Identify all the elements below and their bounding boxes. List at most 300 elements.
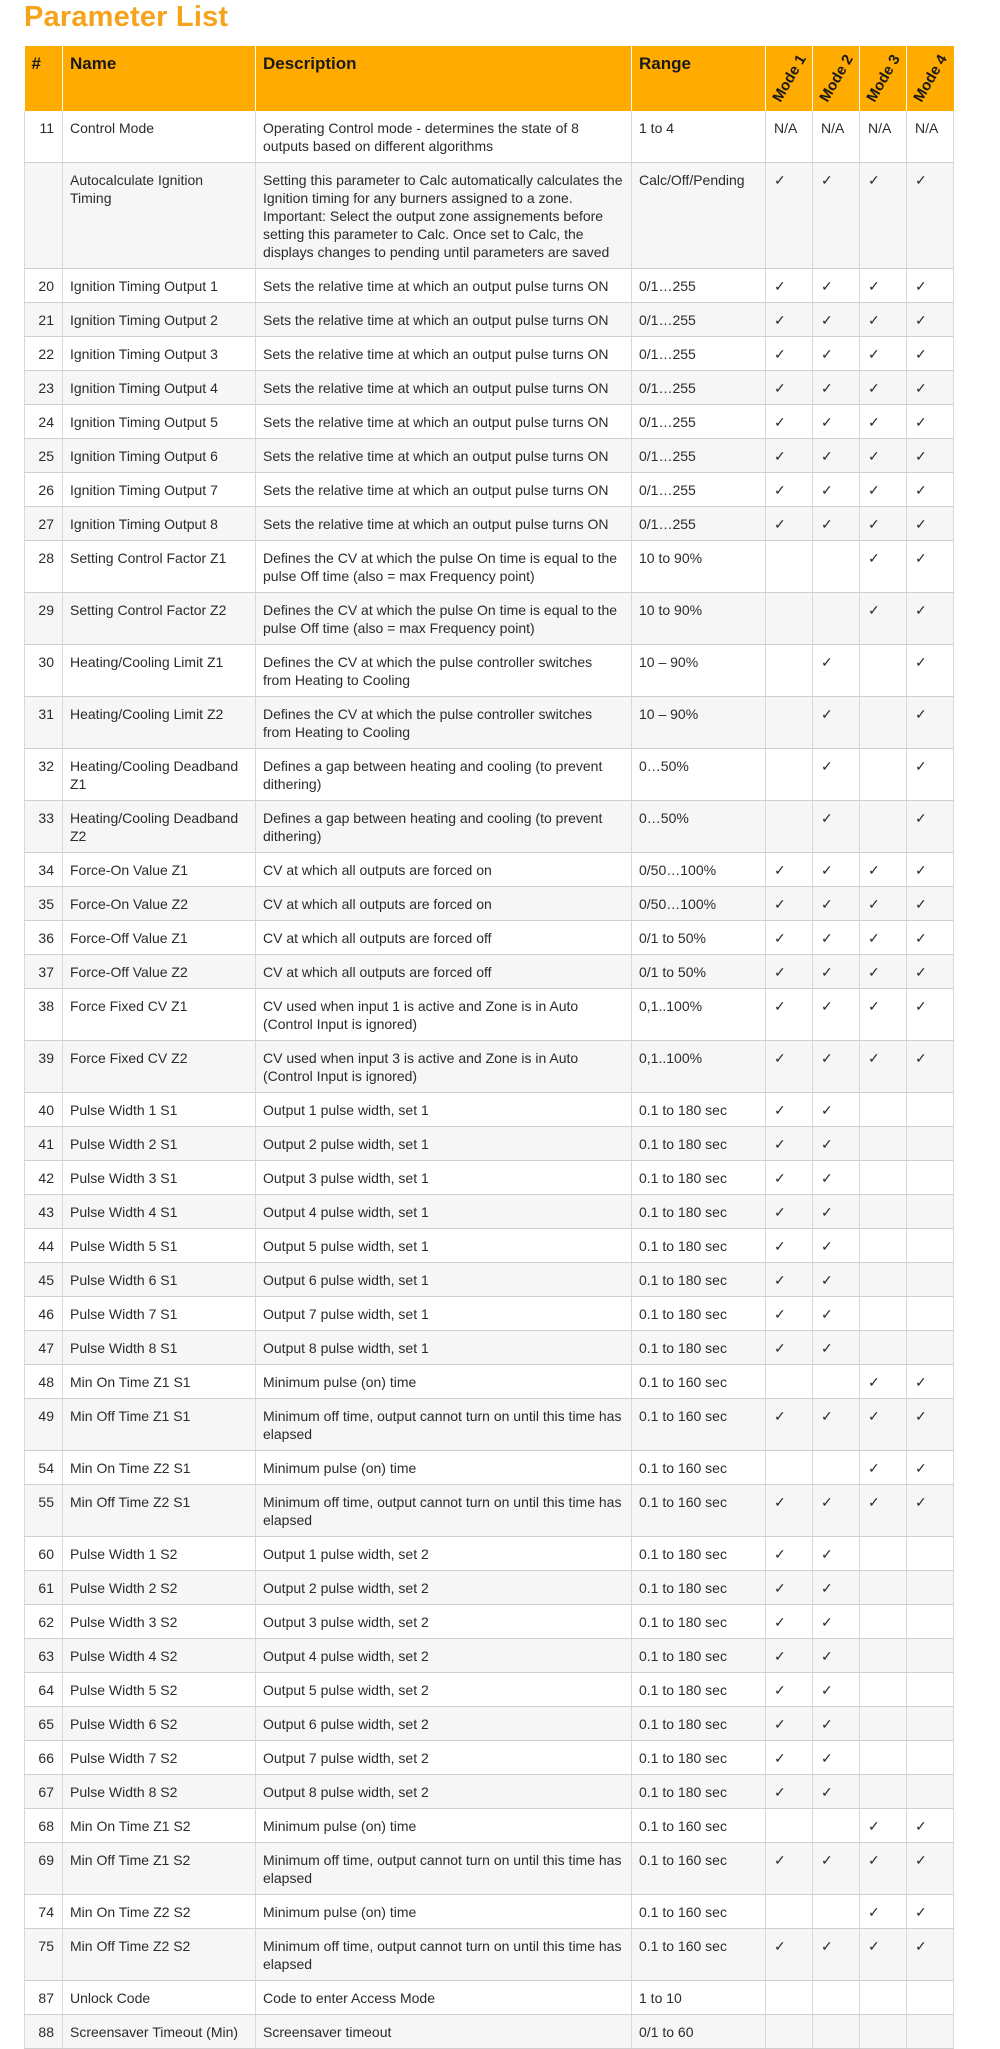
- table-row: [25, 887, 954, 921]
- cell-mode-4: [907, 1639, 954, 1673]
- cell-name: Pulse Width 5 S2: [63, 1673, 256, 1707]
- header-mode-3: [860, 46, 907, 111]
- cell-mode-4: [907, 1741, 954, 1775]
- cell-name: Pulse Width 4 S1: [63, 1195, 256, 1229]
- cell-mode-3: ✓: [860, 269, 907, 303]
- cell-name: Pulse Width 2 S1: [63, 1127, 256, 1161]
- cell-mode-2: [813, 1451, 860, 1485]
- cell-mode-4: ✓: [907, 1895, 954, 1929]
- cell-range: 0.1 to 180 sec: [632, 1161, 766, 1195]
- cell-mode-4: [907, 1229, 954, 1263]
- cell-mode-2: ✓: [813, 1195, 860, 1229]
- cell-mode-4: ✓: [907, 473, 954, 507]
- cell-mode-3: [860, 1571, 907, 1605]
- cell-mode-3: ✓: [860, 303, 907, 337]
- cell-mode-2: ✓: [813, 473, 860, 507]
- table-row: [25, 269, 954, 303]
- cell-mode-1: ✓: [766, 1229, 813, 1263]
- cell-mode-1: ✓: [766, 337, 813, 371]
- cell-range: 0,1..100%: [632, 1041, 766, 1093]
- cell-mode-2: ✓: [813, 1605, 860, 1639]
- cell-mode-4: ✓: [907, 989, 954, 1041]
- cell-mode-2: ✓: [813, 1843, 860, 1895]
- cell-range: 0,1..100%: [632, 989, 766, 1041]
- cell-range: 0/1…255: [632, 439, 766, 473]
- cell-num: 36: [25, 921, 63, 955]
- cell-mode-4: ✓: [907, 1365, 954, 1399]
- table-row: [25, 1929, 954, 1981]
- cell-num: 55: [25, 1485, 63, 1537]
- cell-description: Defines the CV at which the pulse On time is equal to the pulse Off time (also = max Frequency point): [256, 541, 632, 593]
- header-mode-1-label: Mode 1: [769, 51, 810, 105]
- cell-description: Operating Control mode - determines the state of 8 outputs based on different algorithms: [256, 111, 632, 163]
- cell-num: 61: [25, 1571, 63, 1605]
- cell-num: 25: [25, 439, 63, 473]
- cell-description: Defines a gap between heating and cooling (to prevent dithering): [256, 801, 632, 853]
- cell-description: CV at which all outputs are forced on: [256, 887, 632, 921]
- cell-mode-3: [860, 1775, 907, 1809]
- cell-mode-4: ✓: [907, 1809, 954, 1843]
- cell-mode-1: ✓: [766, 163, 813, 269]
- cell-mode-4: ✓: [907, 1929, 954, 1981]
- cell-range: 0.1 to 180 sec: [632, 1297, 766, 1331]
- cell-mode-3: ✓: [860, 541, 907, 593]
- cell-range: Calc/Off/Pending: [632, 163, 766, 269]
- cell-description: Minimum pulse (on) time: [256, 1809, 632, 1843]
- cell-mode-2: ✓: [813, 1297, 860, 1331]
- cell-num: 62: [25, 1605, 63, 1639]
- cell-description: Output 5 pulse width, set 1: [256, 1229, 632, 1263]
- cell-mode-4: [907, 1981, 954, 2015]
- cell-mode-2: ✓: [813, 1673, 860, 1707]
- cell-mode-3: [860, 1161, 907, 1195]
- header-mode-1: [766, 46, 813, 111]
- cell-description: Output 8 pulse width, set 1: [256, 1331, 632, 1365]
- cell-range: 0.1 to 180 sec: [632, 1639, 766, 1673]
- cell-num: 67: [25, 1775, 63, 1809]
- cell-name: Pulse Width 3 S1: [63, 1161, 256, 1195]
- cell-num: 63: [25, 1639, 63, 1673]
- cell-mode-1: ✓: [766, 955, 813, 989]
- cell-mode-2: [813, 1365, 860, 1399]
- cell-mode-3: [860, 1127, 907, 1161]
- cell-name: Ignition Timing Output 3: [63, 337, 256, 371]
- cell-mode-3: ✓: [860, 439, 907, 473]
- cell-range: 0/1…255: [632, 269, 766, 303]
- cell-mode-1: ✓: [766, 1127, 813, 1161]
- cell-range: 0/1…255: [632, 303, 766, 337]
- cell-mode-1: ✓: [766, 921, 813, 955]
- cell-mode-3: ✓: [860, 473, 907, 507]
- cell-mode-3: [860, 697, 907, 749]
- cell-mode-2: ✓: [813, 1041, 860, 1093]
- table-row: [25, 541, 954, 593]
- cell-range: 0.1 to 180 sec: [632, 1571, 766, 1605]
- cell-description: Output 6 pulse width, set 1: [256, 1263, 632, 1297]
- table-row: [25, 1093, 954, 1127]
- cell-name: Min Off Time Z1 S1: [63, 1399, 256, 1451]
- cell-mode-3: [860, 1981, 907, 2015]
- cell-num: 38: [25, 989, 63, 1041]
- cell-range: 0/1 to 50%: [632, 921, 766, 955]
- cell-range: 0/1…255: [632, 337, 766, 371]
- cell-num: 87: [25, 1981, 63, 2015]
- cell-mode-1: ✓: [766, 1537, 813, 1571]
- cell-mode-4: ✓: [907, 921, 954, 955]
- cell-range: 0/1…255: [632, 405, 766, 439]
- cell-name: Force-Off Value Z1: [63, 921, 256, 955]
- cell-mode-3: [860, 1537, 907, 1571]
- cell-range: 0.1 to 180 sec: [632, 1127, 766, 1161]
- cell-description: Defines the CV at which the pulse controller switches from Heating to Cooling: [256, 697, 632, 749]
- cell-range: 0.1 to 160 sec: [632, 1809, 766, 1843]
- cell-mode-4: ✓: [907, 801, 954, 853]
- cell-name: Pulse Width 7 S2: [63, 1741, 256, 1775]
- cell-description: Output 7 pulse width, set 2: [256, 1741, 632, 1775]
- cell-name: Min On Time Z2 S1: [63, 1451, 256, 1485]
- cell-mode-3: ✓: [860, 371, 907, 405]
- cell-description: Output 2 pulse width, set 2: [256, 1571, 632, 1605]
- cell-mode-4: ✓: [907, 337, 954, 371]
- cell-name: Heating/Cooling Deadband Z2: [63, 801, 256, 853]
- cell-name: Min Off Time Z2 S1: [63, 1485, 256, 1537]
- table-row: [25, 1451, 954, 1485]
- table-row: [25, 1229, 954, 1263]
- header-mode-3-label: Mode 3: [863, 51, 904, 105]
- cell-mode-2: ✓: [813, 1929, 860, 1981]
- cell-mode-1: ✓: [766, 439, 813, 473]
- cell-name: Unlock Code: [63, 1981, 256, 2015]
- table-row: [25, 1127, 954, 1161]
- cell-num: 35: [25, 887, 63, 921]
- cell-mode-4: ✓: [907, 697, 954, 749]
- cell-mode-3: ✓: [860, 405, 907, 439]
- cell-mode-1: ✓: [766, 1263, 813, 1297]
- cell-mode-3: ✓: [860, 1895, 907, 1929]
- cell-name: Pulse Width 1 S1: [63, 1093, 256, 1127]
- cell-description: Output 4 pulse width, set 2: [256, 1639, 632, 1673]
- cell-mode-3: ✓: [860, 507, 907, 541]
- cell-name: Force-Off Value Z2: [63, 955, 256, 989]
- cell-description: Minimum pulse (on) time: [256, 1365, 632, 1399]
- cell-mode-4: [907, 1605, 954, 1639]
- cell-range: 0.1 to 180 sec: [632, 1605, 766, 1639]
- cell-range: 10 to 90%: [632, 593, 766, 645]
- cell-mode-1: [766, 593, 813, 645]
- cell-num: 26: [25, 473, 63, 507]
- header-range: Range: [632, 46, 766, 111]
- cell-name: Heating/Cooling Limit Z2: [63, 697, 256, 749]
- cell-description: Output 3 pulse width, set 2: [256, 1605, 632, 1639]
- cell-mode-1: ✓: [766, 1093, 813, 1127]
- cell-mode-4: ✓: [907, 1843, 954, 1895]
- cell-name: Ignition Timing Output 4: [63, 371, 256, 405]
- table-row: [25, 111, 954, 163]
- cell-range: 0/50…100%: [632, 853, 766, 887]
- cell-mode-3: [860, 1741, 907, 1775]
- cell-mode-1: [766, 1451, 813, 1485]
- cell-range: 0/1…255: [632, 507, 766, 541]
- cell-mode-3: ✓: [860, 163, 907, 269]
- cell-num: 40: [25, 1093, 63, 1127]
- cell-mode-1: ✓: [766, 1843, 813, 1895]
- cell-mode-4: ✓: [907, 541, 954, 593]
- cell-name: Screensaver Timeout (Min): [63, 2015, 256, 2049]
- cell-mode-4: [907, 1161, 954, 1195]
- cell-mode-3: ✓: [860, 989, 907, 1041]
- cell-description: Defines a gap between heating and cooling (to prevent dithering): [256, 749, 632, 801]
- cell-mode-1: ✓: [766, 507, 813, 541]
- cell-mode-4: [907, 2015, 954, 2049]
- cell-mode-4: [907, 1673, 954, 1707]
- cell-name: Ignition Timing Output 1: [63, 269, 256, 303]
- header-mode-2-label: Mode 2: [816, 51, 857, 105]
- cell-range: 0.1 to 160 sec: [632, 1929, 766, 1981]
- cell-mode-4: [907, 1297, 954, 1331]
- cell-description: Minimum pulse (on) time: [256, 1451, 632, 1485]
- cell-num: 32: [25, 749, 63, 801]
- cell-mode-2: ✓: [813, 801, 860, 853]
- cell-name: Control Mode: [63, 111, 256, 163]
- cell-num: 22: [25, 337, 63, 371]
- cell-mode-2: ✓: [813, 371, 860, 405]
- table-row: [25, 853, 954, 887]
- table-row: [25, 1399, 954, 1451]
- cell-num: 46: [25, 1297, 63, 1331]
- cell-mode-1: ✓: [766, 853, 813, 887]
- cell-description: Output 6 pulse width, set 2: [256, 1707, 632, 1741]
- cell-name: Force-On Value Z1: [63, 853, 256, 887]
- cell-name: Ignition Timing Output 7: [63, 473, 256, 507]
- cell-name: Heating/Cooling Deadband Z1: [63, 749, 256, 801]
- cell-mode-3: ✓: [860, 1929, 907, 1981]
- cell-mode-2: ✓: [813, 1093, 860, 1127]
- cell-num: 66: [25, 1741, 63, 1775]
- cell-mode-1: [766, 1895, 813, 1929]
- cell-range: 0…50%: [632, 801, 766, 853]
- cell-description: Minimum off time, output cannot turn on until this time has elapsed: [256, 1929, 632, 1981]
- cell-mode-2: ✓: [813, 1707, 860, 1741]
- cell-mode-1: [766, 645, 813, 697]
- cell-mode-1: ✓: [766, 1707, 813, 1741]
- cell-mode-4: ✓: [907, 955, 954, 989]
- cell-range: 0.1 to 160 sec: [632, 1399, 766, 1451]
- table-row: [25, 507, 954, 541]
- table-row: [25, 1707, 954, 1741]
- cell-mode-4: ✓: [907, 439, 954, 473]
- cell-num: 54: [25, 1451, 63, 1485]
- cell-range: 0.1 to 180 sec: [632, 1673, 766, 1707]
- cell-mode-1: ✓: [766, 1195, 813, 1229]
- cell-range: 0.1 to 160 sec: [632, 1895, 766, 1929]
- cell-description: Output 7 pulse width, set 1: [256, 1297, 632, 1331]
- cell-num: 37: [25, 955, 63, 989]
- cell-range: 0.1 to 160 sec: [632, 1485, 766, 1537]
- table-row: [25, 1981, 954, 2015]
- cell-num: 48: [25, 1365, 63, 1399]
- cell-description: Output 5 pulse width, set 2: [256, 1673, 632, 1707]
- cell-name: Setting Control Factor Z1: [63, 541, 256, 593]
- cell-num: [25, 163, 63, 269]
- table-row: [25, 955, 954, 989]
- cell-mode-4: [907, 1127, 954, 1161]
- cell-mode-3: ✓: [860, 1809, 907, 1843]
- cell-mode-3: N/A: [860, 111, 907, 163]
- cell-mode-3: [860, 1331, 907, 1365]
- cell-mode-3: [860, 1229, 907, 1263]
- cell-description: Minimum pulse (on) time: [256, 1895, 632, 1929]
- cell-mode-1: ✓: [766, 1673, 813, 1707]
- cell-mode-2: ✓: [813, 337, 860, 371]
- cell-mode-1: [766, 1981, 813, 2015]
- cell-range: 10 – 90%: [632, 645, 766, 697]
- cell-mode-1: ✓: [766, 1399, 813, 1451]
- cell-range: 0.1 to 180 sec: [632, 1537, 766, 1571]
- cell-range: 0.1 to 180 sec: [632, 1741, 766, 1775]
- cell-num: 75: [25, 1929, 63, 1981]
- cell-mode-2: ✓: [813, 989, 860, 1041]
- cell-description: CV at which all outputs are forced on: [256, 853, 632, 887]
- cell-mode-2: ✓: [813, 1571, 860, 1605]
- cell-name: Min On Time Z1 S2: [63, 1809, 256, 1843]
- cell-mode-4: ✓: [907, 269, 954, 303]
- table-row: [25, 405, 954, 439]
- cell-name: Min On Time Z1 S1: [63, 1365, 256, 1399]
- header-mode-4: [907, 46, 954, 111]
- cell-mode-2: N/A: [813, 111, 860, 163]
- cell-num: 23: [25, 371, 63, 405]
- cell-description: Minimum off time, output cannot turn on until this time has elapsed: [256, 1485, 632, 1537]
- cell-num: 30: [25, 645, 63, 697]
- table-row: [25, 1809, 954, 1843]
- cell-range: 0.1 to 180 sec: [632, 1331, 766, 1365]
- cell-mode-1: ✓: [766, 303, 813, 337]
- cell-mode-3: ✓: [860, 1365, 907, 1399]
- cell-mode-3: ✓: [860, 1485, 907, 1537]
- cell-num: 44: [25, 1229, 63, 1263]
- cell-mode-1: ✓: [766, 989, 813, 1041]
- cell-mode-2: ✓: [813, 921, 860, 955]
- cell-range: 0.1 to 180 sec: [632, 1093, 766, 1127]
- cell-description: Sets the relative time at which an output pulse turns ON: [256, 371, 632, 405]
- cell-range: 0.1 to 180 sec: [632, 1707, 766, 1741]
- cell-mode-2: ✓: [813, 955, 860, 989]
- cell-mode-2: [813, 1895, 860, 1929]
- table-row: [25, 749, 954, 801]
- cell-description: Output 1 pulse width, set 2: [256, 1537, 632, 1571]
- table-row: [25, 1263, 954, 1297]
- header-description: Description: [256, 46, 632, 111]
- cell-mode-1: ✓: [766, 371, 813, 405]
- cell-mode-3: [860, 1673, 907, 1707]
- cell-description: Output 2 pulse width, set 1: [256, 1127, 632, 1161]
- cell-mode-4: ✓: [907, 645, 954, 697]
- table-body: [25, 111, 954, 2049]
- cell-mode-1: ✓: [766, 1741, 813, 1775]
- cell-mode-2: ✓: [813, 749, 860, 801]
- header-mode-4-label: Mode 4: [910, 51, 951, 105]
- cell-range: 0/1…255: [632, 473, 766, 507]
- cell-range: 0/1 to 60: [632, 2015, 766, 2049]
- cell-mode-1: ✓: [766, 1161, 813, 1195]
- cell-name: Min Off Time Z2 S2: [63, 1929, 256, 1981]
- cell-num: 39: [25, 1041, 63, 1093]
- cell-mode-1: N/A: [766, 111, 813, 163]
- cell-range: 0.1 to 180 sec: [632, 1229, 766, 1263]
- cell-mode-4: ✓: [907, 749, 954, 801]
- cell-mode-1: ✓: [766, 1929, 813, 1981]
- cell-mode-1: ✓: [766, 1331, 813, 1365]
- cell-name: Ignition Timing Output 2: [63, 303, 256, 337]
- table-row: [25, 163, 954, 269]
- cell-mode-4: [907, 1195, 954, 1229]
- cell-description: Output 4 pulse width, set 1: [256, 1195, 632, 1229]
- cell-mode-3: [860, 1297, 907, 1331]
- cell-range: 0.1 to 160 sec: [632, 1451, 766, 1485]
- cell-num: 45: [25, 1263, 63, 1297]
- cell-mode-2: ✓: [813, 405, 860, 439]
- cell-name: Force Fixed CV Z1: [63, 989, 256, 1041]
- table-row: [25, 1741, 954, 1775]
- cell-mode-4: [907, 1707, 954, 1741]
- cell-mode-2: ✓: [813, 853, 860, 887]
- table-row: [25, 593, 954, 645]
- cell-mode-4: [907, 1775, 954, 1809]
- cell-range: 1 to 4: [632, 111, 766, 163]
- cell-mode-2: ✓: [813, 269, 860, 303]
- cell-mode-1: ✓: [766, 1041, 813, 1093]
- table-row: [25, 1365, 954, 1399]
- cell-mode-1: [766, 1365, 813, 1399]
- cell-mode-2: ✓: [813, 1741, 860, 1775]
- cell-mode-4: [907, 1537, 954, 1571]
- cell-num: 34: [25, 853, 63, 887]
- cell-mode-2: ✓: [813, 1639, 860, 1673]
- cell-num: 88: [25, 2015, 63, 2049]
- cell-num: 47: [25, 1331, 63, 1365]
- cell-name: Heating/Cooling Limit Z1: [63, 645, 256, 697]
- cell-name: Pulse Width 6 S2: [63, 1707, 256, 1741]
- cell-name: Pulse Width 8 S1: [63, 1331, 256, 1365]
- table-row: [25, 801, 954, 853]
- cell-mode-1: ✓: [766, 1639, 813, 1673]
- page-title: Parameter List: [24, 1, 229, 33]
- cell-description: Screensaver timeout: [256, 2015, 632, 2049]
- table-row: [25, 1041, 954, 1093]
- cell-num: 11: [25, 111, 63, 163]
- cell-description: Code to enter Access Mode: [256, 1981, 632, 2015]
- cell-range: 0.1 to 180 sec: [632, 1195, 766, 1229]
- cell-mode-3: ✓: [860, 955, 907, 989]
- cell-mode-2: ✓: [813, 1537, 860, 1571]
- table-row: [25, 697, 954, 749]
- cell-mode-4: ✓: [907, 405, 954, 439]
- cell-description: CV at which all outputs are forced off: [256, 955, 632, 989]
- cell-range: 0/1…255: [632, 371, 766, 405]
- cell-description: Sets the relative time at which an output pulse turns ON: [256, 269, 632, 303]
- cell-mode-2: [813, 1981, 860, 2015]
- cell-name: Autocalculate Ignition Timing: [63, 163, 256, 269]
- cell-description: Sets the relative time at which an output pulse turns ON: [256, 303, 632, 337]
- cell-range: 0.1 to 180 sec: [632, 1775, 766, 1809]
- cell-num: 42: [25, 1161, 63, 1195]
- table-row: [25, 371, 954, 405]
- table-row: [25, 921, 954, 955]
- header-mode-2: [813, 46, 860, 111]
- cell-mode-4: ✓: [907, 853, 954, 887]
- cell-mode-3: [860, 2015, 907, 2049]
- cell-name: Pulse Width 2 S2: [63, 1571, 256, 1605]
